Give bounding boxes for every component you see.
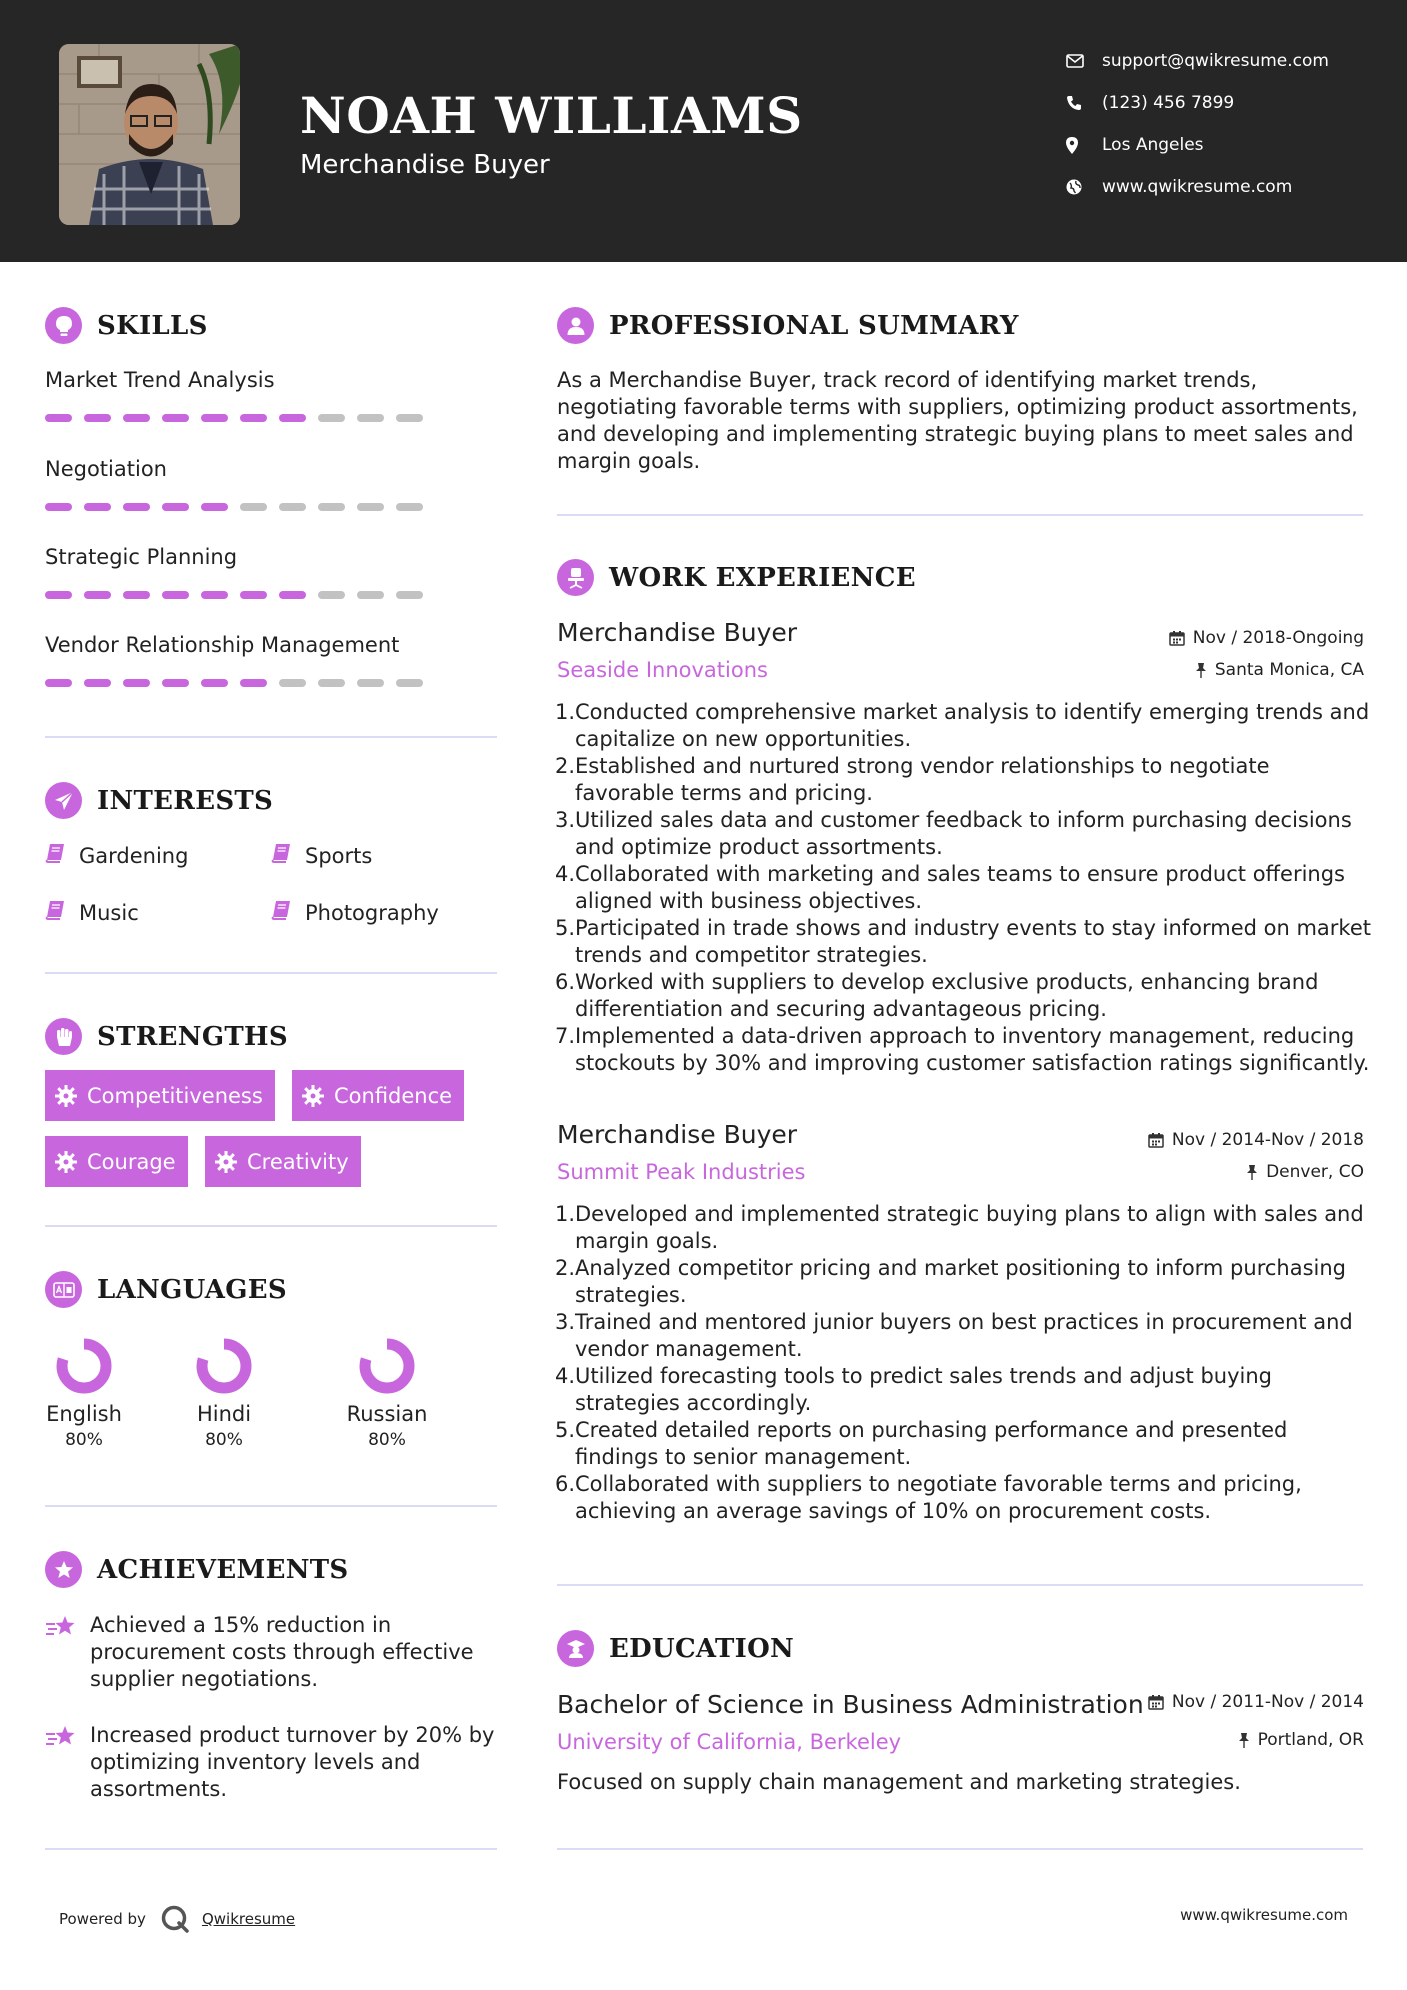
skill-level-bar [45, 503, 465, 511]
language-level-arc [62, 1344, 106, 1388]
shooting-star-icon [45, 1612, 90, 1693]
job-title: Merchandise Buyer [557, 618, 798, 647]
section-divider [557, 514, 1363, 516]
globe-icon [1066, 179, 1102, 195]
job-location: Santa Monica, CA [1195, 660, 1364, 680]
language-level-ring [54, 1336, 114, 1396]
skill-segment [201, 679, 228, 687]
skill-segment [123, 503, 150, 511]
achievement-item: Achieved a 15% reduction in procurement costs through effective supplier negotiations. [45, 1612, 495, 1693]
language-level-ring [357, 1336, 417, 1396]
company-name: Summit Peak Industries [557, 1160, 806, 1184]
contact-phone[interactable]: (123) 456 7899 [1066, 82, 1386, 124]
duty-item: 2. Established and nurtured strong vendor relationships to negotiate favorable terms and pricing. [554, 754, 1270, 805]
gear-icon [215, 1151, 237, 1173]
degree-title: Bachelor of Science in Business Administration [557, 1690, 1144, 1719]
language-item: English 80% [19, 1336, 149, 1450]
qwikresume-link[interactable]: Qwikresume [201, 1910, 296, 1928]
section-divider [45, 1225, 497, 1227]
skill-segment [45, 679, 72, 687]
skill-segment [396, 679, 423, 687]
section-divider [557, 1584, 1363, 1586]
job-dates: Nov / 2014-Nov / 2018 [1148, 1130, 1364, 1150]
book-icon [45, 900, 79, 925]
job-title: Merchandise Buyer [557, 1120, 798, 1149]
skill-segment [45, 591, 72, 599]
duty-item: 3. Utilized sales data and customer feedback to inform purchasing decisions and optimize product assortments. [554, 808, 1352, 859]
duty-item: 5. Participated in trade shows and industry events to stay informed on market trends and competitor strategies. [554, 916, 1372, 967]
language-item: Hindi 80% [159, 1336, 289, 1450]
contact-website[interactable]: www.qwikresume.com [1066, 166, 1386, 208]
skill-segment [357, 503, 384, 511]
skill-segment [123, 679, 150, 687]
interest-item: Gardening [45, 843, 188, 868]
skill-segment [84, 591, 111, 599]
skill-segment [357, 679, 384, 687]
skill-segment [162, 414, 189, 422]
skill-level-bar [45, 414, 465, 422]
gear-icon [55, 1085, 77, 1107]
star-badge-icon [45, 1551, 82, 1588]
skill-segment [45, 414, 72, 422]
strengths-heading: STRENGTHS [45, 1018, 288, 1055]
phone-icon [1066, 95, 1102, 111]
strength-tag: Competitiveness [45, 1070, 275, 1121]
section-divider [557, 1848, 1363, 1850]
envelope-icon [1066, 54, 1102, 68]
skill-segment [318, 503, 345, 511]
skill-segment [396, 414, 423, 422]
paper-plane-icon [45, 782, 82, 819]
education-dates: Nov / 2011-Nov / 2014 [1148, 1692, 1364, 1712]
pushpin-icon [1246, 1164, 1258, 1180]
duty-item: 1. Developed and implemented strategic buying plans to align with sales and margin goals. [554, 1202, 1364, 1253]
skill-segment [357, 414, 384, 422]
skill-level-bar [45, 591, 465, 599]
company-name: Seaside Innovations [557, 658, 768, 682]
duty-item: 6. Collaborated with suppliers to negotiate favorable terms and pricing, achieving an average savings of 10% on procurement costs. [554, 1472, 1302, 1523]
skill-segment [318, 679, 345, 687]
skill-segment [84, 414, 111, 422]
interest-item: Music [45, 900, 139, 925]
duty-item: 7. Implemented a data-driven approach to inventory management, reducing stockouts by 30% and improving customer satisfaction ratings significantly. [554, 1024, 1370, 1075]
language-level-arc [202, 1344, 246, 1388]
skill-segment [240, 503, 267, 511]
achievements-heading: ACHIEVEMENTS [45, 1551, 349, 1588]
skill-segment [240, 679, 267, 687]
pushpin-icon [1195, 662, 1207, 678]
job-location: Denver, CO [1246, 1162, 1364, 1182]
skill-segment [318, 414, 345, 422]
book-icon [271, 900, 305, 925]
summary-text: As a Merchandise Buyer, track record of identifying market trends, negotiating favorable terms with suppliers, optimizing product assortments, and developing and implementing strategic buying plans to meet sales and margin goals. [557, 368, 1358, 473]
interest-item: Photography [271, 900, 439, 925]
education-heading: EDUCATION [557, 1630, 794, 1667]
school-name: University of California, Berkeley [557, 1730, 902, 1754]
education-description: Focused on supply chain management and marketing strategies. [557, 1770, 1241, 1794]
duty-item: 3. Trained and mentored junior buyers on best practices in procurement and vendor management. [554, 1310, 1353, 1361]
skill-item: Vendor Relationship Management [45, 633, 465, 687]
skill-segment [201, 414, 228, 422]
strength-tag: Confidence [292, 1070, 464, 1121]
skill-segment [396, 591, 423, 599]
user-icon [557, 307, 594, 344]
job-duties [551, 1201, 1371, 1525]
interests-heading: INTERESTS [45, 782, 273, 819]
skill-segment [279, 591, 306, 599]
qwikresume-logo-icon [160, 1904, 190, 1934]
skill-segment [123, 414, 150, 422]
duty-item: 2. Analyzed competitor pricing and market positioning to inform purchasing strategies. [554, 1256, 1347, 1307]
calendar-icon [1148, 1132, 1164, 1148]
skill-segment [357, 591, 384, 599]
profile-photo [59, 44, 240, 225]
section-divider [45, 1505, 497, 1507]
strength-tag: Courage [45, 1136, 188, 1187]
gear-icon [302, 1085, 324, 1107]
language-icon [45, 1271, 82, 1308]
skill-segment [84, 503, 111, 511]
fist-icon [45, 1018, 82, 1055]
skill-segment [240, 414, 267, 422]
candidate-name: NOAH WILLIAMS [300, 86, 803, 145]
powered-by: Powered by Qwikresume [59, 1904, 295, 1934]
skill-segment [396, 503, 423, 511]
skill-segment [240, 591, 267, 599]
skill-segment [162, 503, 189, 511]
language-level-arc [365, 1344, 409, 1388]
education-location: Portland, OR [1238, 1730, 1364, 1750]
language-item: Russian 80% [322, 1336, 452, 1450]
book-icon [271, 843, 305, 868]
office-chair-icon [557, 559, 594, 596]
skill-item: Market Trend Analysis [45, 368, 465, 422]
job-dates: Nov / 2018-Ongoing [1169, 628, 1364, 648]
section-divider [45, 972, 497, 974]
skill-segment [201, 503, 228, 511]
experience-heading: WORK EXPERIENCE [557, 559, 916, 596]
interest-item: Sports [271, 843, 372, 868]
language-level-ring [194, 1336, 254, 1396]
footer-url[interactable]: www.qwikresume.com [1180, 1906, 1348, 1924]
duty-item: 5. Created detailed reports on purchasing performance and presented findings to senior management. [554, 1418, 1288, 1469]
skill-segment [279, 414, 306, 422]
calendar-icon [1148, 1694, 1164, 1710]
contact-email[interactable]: support@qwikresume.com [1066, 40, 1386, 82]
lightbulb-icon [45, 307, 82, 344]
duty-item: 6. Worked with suppliers to develop exclusive products, enhancing brand differentiation and securing advantageous pricing. [554, 970, 1319, 1021]
section-divider [45, 1848, 497, 1850]
skill-segment [45, 503, 72, 511]
duty-item: 1. Conducted comprehensive market analysis to identify emerging trends and capitalize on new opportunities. [554, 700, 1370, 751]
duty-item: 4. Collaborated with marketing and sales teams to ensure product offerings aligned with business objectives. [554, 862, 1345, 913]
pushpin-icon [1238, 1732, 1250, 1748]
skill-level-bar [45, 679, 465, 687]
skill-segment [162, 679, 189, 687]
strength-tag: Creativity [205, 1136, 361, 1187]
duty-item: 4. Utilized forecasting tools to predict sales trends and adjust buying strategies accordingly. [554, 1364, 1272, 1415]
achievement-item: Increased product turnover by 20% by optimizing inventory levels and assortments. [45, 1722, 495, 1803]
skill-item: Negotiation [45, 457, 465, 511]
contact-location: Los Angeles [1066, 124, 1386, 166]
resume-header [0, 0, 1407, 262]
job-duties [551, 699, 1371, 1077]
skill-segment [279, 503, 306, 511]
gear-icon [55, 1151, 77, 1173]
skill-segment [318, 591, 345, 599]
summary-heading: PROFESSIONAL SUMMARY [557, 307, 1019, 344]
book-icon [45, 843, 79, 868]
languages-heading: LANGUAGES [45, 1271, 287, 1308]
contact-list [1066, 40, 1386, 208]
map-pin-icon [1066, 137, 1102, 154]
shooting-star-icon [45, 1722, 90, 1803]
candidate-title: Merchandise Buyer [300, 150, 550, 180]
calendar-icon [1169, 630, 1185, 646]
skill-segment [279, 679, 306, 687]
skills-heading: SKILLS [45, 307, 208, 344]
section-divider [45, 736, 497, 738]
skill-segment [84, 679, 111, 687]
skill-segment [201, 591, 228, 599]
skill-segment [123, 591, 150, 599]
graduate-icon [557, 1630, 594, 1667]
skill-segment [162, 591, 189, 599]
skill-item: Strategic Planning [45, 545, 465, 599]
